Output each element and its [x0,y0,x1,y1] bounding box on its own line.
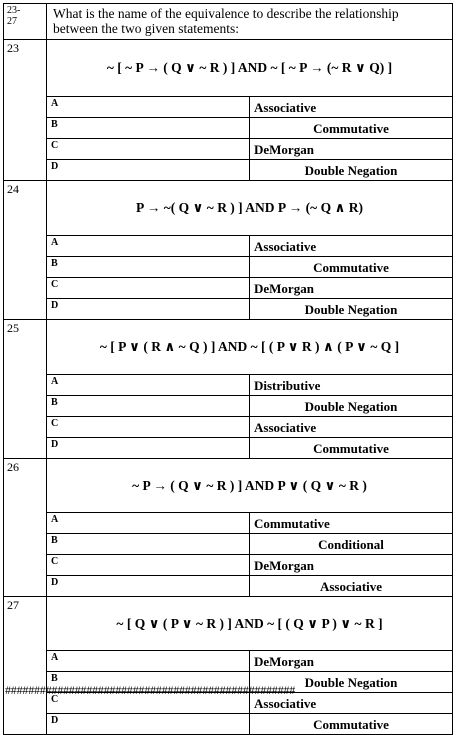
question-number: 24 [4,181,47,320]
option-letter: C [47,417,250,438]
option-text: Commutative [250,118,453,139]
answer-option[interactable] [4,299,453,320]
answer-option[interactable] [4,97,453,118]
question-number: 27 [4,597,47,735]
option-text: DeMorgan [250,278,453,299]
option-text: Commutative [250,513,453,534]
option-letter: B [47,396,250,417]
question-block [3,39,453,181]
option-letter: C [47,278,250,299]
question-block [3,180,453,320]
option-text: Associative [250,417,453,438]
option-text: DeMorgan [250,555,453,576]
answer-option[interactable] [4,513,453,534]
option-letter: B [47,257,250,278]
answer-option[interactable] [4,236,453,257]
option-text: Double Negation [250,160,453,181]
answer-option[interactable] [4,396,453,417]
statement-cell [47,597,453,651]
logic-statement: ~ [ P ∨ ( R ∧ ~ Q ) ] AND ~ [ ( P ∨ R ) ∧ ( P ∨ ~ Q ] [99,339,400,354]
question-block [3,596,453,735]
statement-cell [47,459,453,513]
option-letter: B [47,672,250,693]
option-text: Associative [250,576,453,597]
option-letter: D [47,576,250,597]
statement-cell [47,40,453,97]
question-number: 23 [4,40,47,181]
option-text: Commutative [250,438,453,459]
logic-statement: ~ [ ~ P → ( Q ∨ ~ R ) ] AND ~ [ ~ P → (~ R ∨ Q) ] [106,60,393,75]
option-letter: D [47,714,250,735]
option-text: DeMorgan [250,139,453,160]
statement-cell [47,320,453,375]
question-block [3,458,453,597]
option-text: Conditional [250,534,453,555]
option-letter: A [47,651,250,672]
option-text: Associative [250,236,453,257]
question-range: 23- 27 [4,4,47,40]
option-letter: C [47,693,250,714]
answer-option[interactable] [4,438,453,459]
option-letter: A [47,97,250,118]
answer-option[interactable] [4,160,453,181]
option-letter: B [47,534,250,555]
question-list [3,39,453,735]
answer-option[interactable] [4,651,453,672]
answer-option[interactable] [4,118,453,139]
option-text: Double Negation [250,299,453,320]
footer-hash-line: ################################################## [5,683,296,697]
answer-option[interactable] [4,139,453,160]
option-text: Double Negation [250,396,453,417]
header-table [3,3,453,40]
option-letter: C [47,555,250,576]
answer-option[interactable] [4,417,453,438]
answer-option[interactable] [4,555,453,576]
statement-cell [47,181,453,236]
answer-option[interactable] [4,534,453,555]
answer-option[interactable] [4,257,453,278]
option-text: Commutative [250,257,453,278]
option-text: DeMorgan [250,651,453,672]
logic-statement: ~ P → ( Q ∨ ~ R ) ] AND P ∨ ( Q ∨ ~ R ) [132,477,367,493]
question-number: 26 [4,459,47,597]
option-letter: C [47,139,250,160]
question-block [3,319,453,459]
option-letter: D [47,299,250,320]
option-letter: A [47,375,250,396]
option-letter: D [47,160,250,181]
answer-option[interactable] [4,278,453,299]
answer-option[interactable] [4,714,453,735]
option-letter: A [47,513,250,534]
option-text: Associative [250,693,453,714]
question-number: 25 [4,320,47,459]
option-text: Commutative [250,714,453,735]
option-letter: B [47,118,250,139]
answer-option[interactable] [4,576,453,597]
logic-statement: ~ [ Q ∨ ( P ∨ ~ R ) ] AND ~ [ ( Q ∨ P ) ∨ ~ R ] [116,615,383,631]
logic-statement: P → ~( Q ∨ ~ R ) ] AND P → (~ Q ∧ R) [135,200,364,215]
option-text: Distributive [250,375,453,396]
option-text: Double Negation [250,672,453,693]
option-letter: D [47,438,250,459]
question-sheet [3,3,453,735]
option-text: Associative [250,97,453,118]
instruction-prompt: What is the name of the equivalence to describe the relationship between the two given statements: [47,4,453,40]
option-letter: A [47,236,250,257]
answer-option[interactable] [4,375,453,396]
